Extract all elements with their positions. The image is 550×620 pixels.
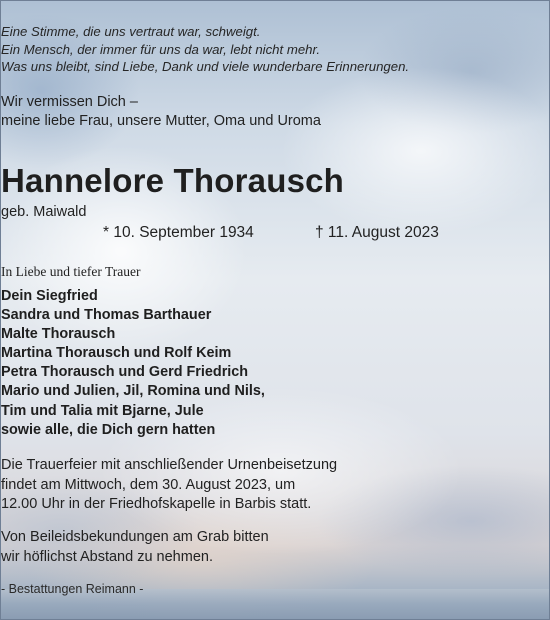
mourner-line: Mario und Julien, Jil, Romina und Nils,: [1, 383, 265, 400]
death-date: † 11. August 2023: [315, 224, 439, 241]
verse-line: Was uns bleibt, sind Liebe, Dank und viele wunderbare Erinnerungen.: [1, 59, 410, 74]
mourners-list: [1, 287, 549, 440]
condolence-line: Von Beileidsbekundungen am Grab bitten: [1, 529, 269, 545]
miss-line: meine liebe Frau, unsere Mutter, Oma und Uroma: [1, 113, 321, 129]
mourner-line: Malte Thorausch: [1, 326, 116, 343]
condolence-note: [1, 528, 549, 567]
mourner-line: sowie alle, die Dich gern hatten: [1, 421, 216, 438]
deceased-name: Hannelore Thorausch: [1, 162, 345, 199]
birth-name: geb. Maiwald: [1, 204, 87, 220]
mourner-line: Dein Siegfried: [1, 288, 98, 304]
mourner-line: Tim und Talia mit Bjarne, Jule: [1, 402, 204, 419]
birth-date: * 10. September 1934: [103, 224, 254, 241]
funeral-service-info: [1, 456, 549, 515]
mourning-intro: In Liebe und tiefer Trauer: [1, 264, 141, 279]
service-line: Die Trauerfeier mit anschließender Urnenbeisetzung: [1, 457, 338, 473]
verse-block: [1, 23, 549, 76]
service-line: 12.00 Uhr in der Friedhofskapelle in Barbis statt.: [1, 496, 312, 512]
verse-line: Ein Mensch, der immer für uns da war, lebt nicht mehr.: [1, 41, 321, 57]
mourner-line: Petra Thorausch und Gerd Friedrich: [1, 364, 249, 381]
verse-line: Eine Stimme, die uns vertraut war, schweigt.: [1, 24, 261, 39]
miss-line: Wir vermissen Dich –: [1, 94, 138, 110]
mourner-line: Sandra und Thomas Barthauer: [1, 307, 212, 324]
service-line: findet am Mittwoch, dem 30. August 2023, um: [1, 476, 296, 493]
miss-block: [1, 93, 549, 131]
mourner-line: Martina Thorausch und Rolf Keim: [1, 345, 232, 362]
undertaker-credit: - Bestattungen Reimann -: [1, 582, 144, 596]
condolence-line: wir höflichst Abstand zu nehmen.: [1, 548, 213, 565]
